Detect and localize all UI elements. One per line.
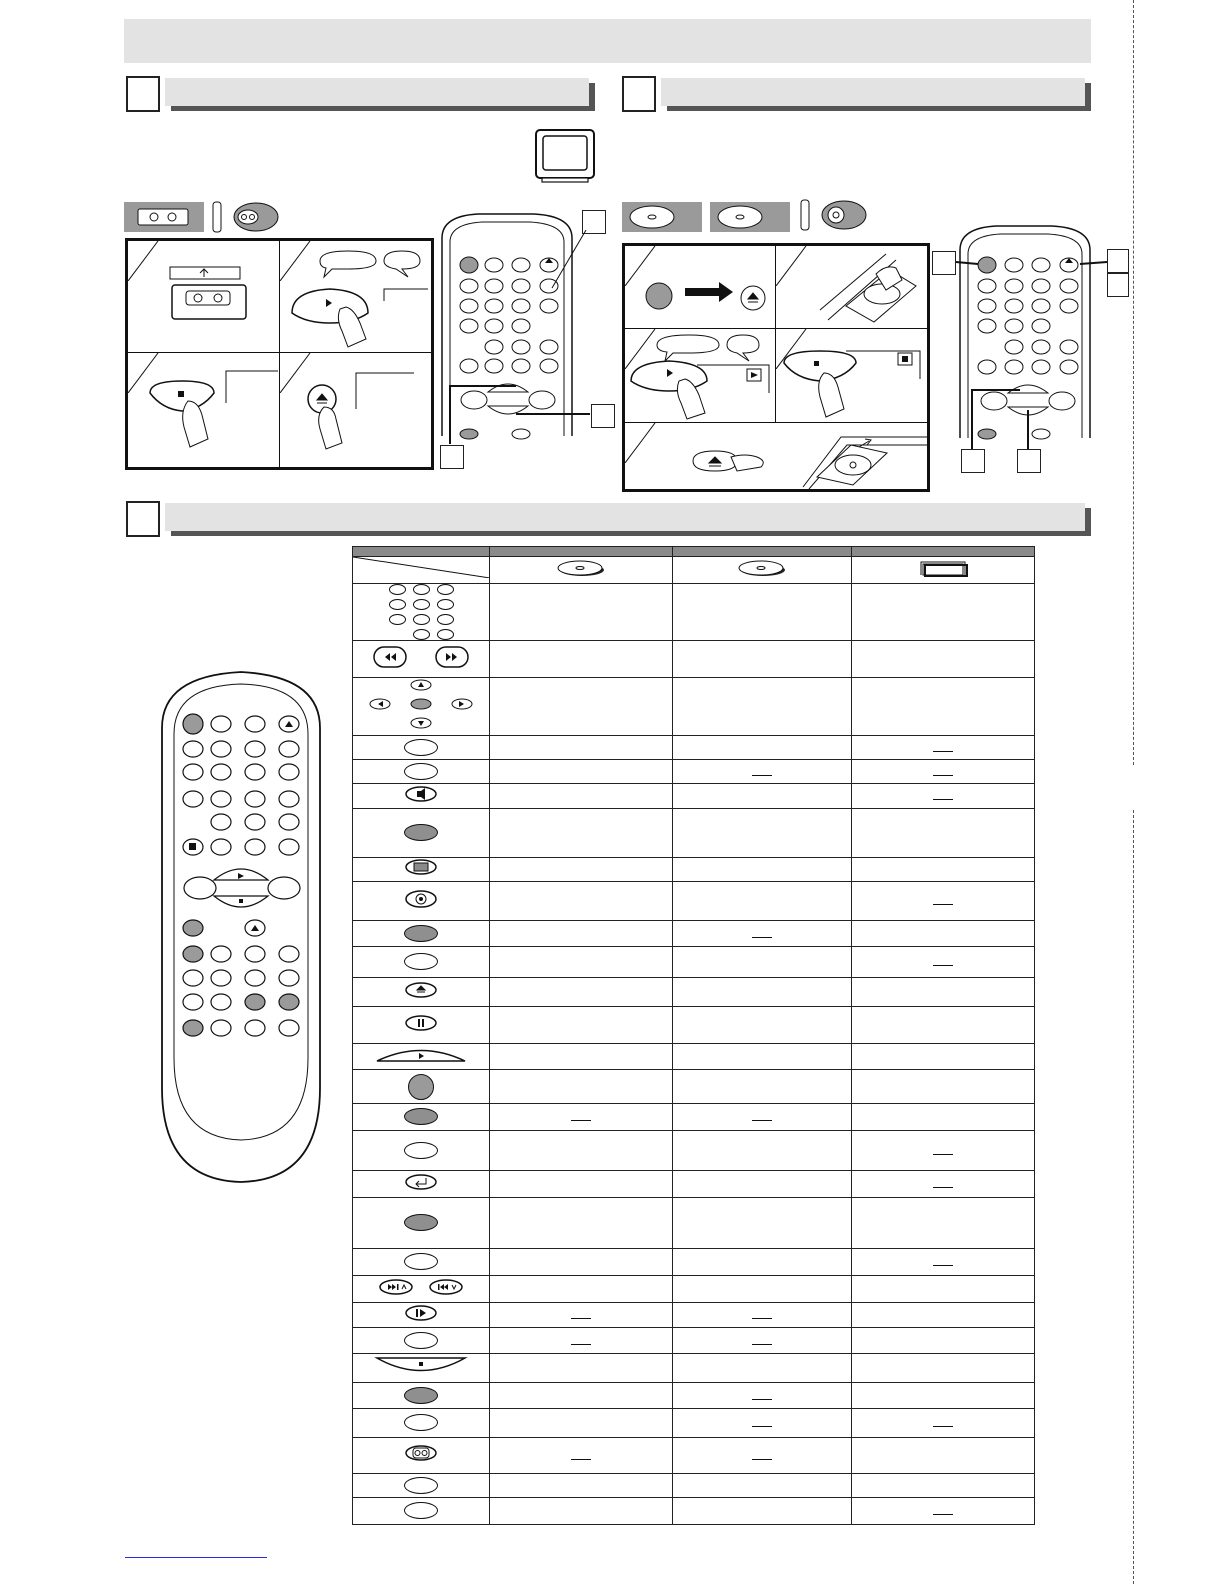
vcr-cell	[851, 1409, 1034, 1438]
vcr-step-3	[127, 352, 280, 468]
vcr-cell	[851, 1383, 1034, 1409]
not-available-dash	[752, 1318, 772, 1319]
dvd-cell	[490, 1198, 673, 1249]
dvd-steps-panel	[622, 243, 930, 492]
table-row	[353, 1007, 1035, 1044]
tv-icon	[534, 128, 596, 184]
button-cell	[353, 1131, 490, 1171]
vcr-mode-icon	[124, 202, 204, 232]
dvd-cell	[490, 641, 673, 678]
vcr-cell	[851, 1498, 1034, 1525]
button-cell	[353, 736, 490, 760]
press-play-hand-icon	[629, 333, 775, 421]
oval-button-icon	[404, 1414, 438, 1432]
cd-cell	[673, 1303, 851, 1328]
table-row	[353, 858, 1035, 882]
pause-button-icon	[404, 1014, 438, 1037]
button-cell	[353, 1171, 490, 1198]
vcr-cell	[851, 1131, 1034, 1171]
table-row	[353, 1383, 1035, 1409]
cd-cell	[673, 809, 851, 858]
cut-line-upper	[1133, 0, 1134, 765]
dvd-cell	[490, 1498, 673, 1525]
dvd-step-5	[624, 422, 928, 490]
table-row	[353, 678, 1035, 736]
vcr-cell	[851, 1438, 1034, 1474]
dvd-column-header	[490, 557, 673, 584]
not-available-dash	[752, 1399, 772, 1400]
table-row	[353, 1171, 1035, 1198]
table-row	[353, 1070, 1035, 1104]
vcr-cell	[851, 978, 1034, 1007]
vcr-cell	[851, 736, 1034, 760]
dvd-cell	[490, 947, 673, 978]
cd-mode-icon	[710, 202, 790, 232]
vcr-cell	[851, 1474, 1034, 1498]
press-eject-hand-icon	[294, 369, 430, 465]
table-row	[353, 1409, 1035, 1438]
vcr-cell	[851, 1044, 1034, 1070]
button-cell	[353, 1498, 490, 1525]
button-cell	[353, 1474, 490, 1498]
cd-cell	[673, 1409, 851, 1438]
dvd-cell	[490, 809, 673, 858]
dvd-mode-icon	[622, 202, 702, 232]
vcr-cell	[851, 784, 1034, 809]
remote-vcr-button-icon	[212, 200, 280, 234]
vcr-cell	[851, 760, 1034, 784]
table-row	[353, 947, 1035, 978]
not-available-dash	[571, 1120, 591, 1121]
vcr-cell	[851, 678, 1034, 736]
cd-cell	[673, 1249, 851, 1276]
cursor-buttons-icon	[366, 678, 476, 735]
cd-cell	[673, 858, 851, 882]
not-available-dash	[752, 1459, 772, 1460]
not-available-dash	[933, 1426, 953, 1427]
insert-cassette-icon	[166, 265, 250, 325]
step-corner-mark	[776, 246, 816, 286]
dvd-cell	[490, 678, 673, 736]
dvd-cell	[490, 760, 673, 784]
dvd-cell	[490, 1383, 673, 1409]
slow-button-icon	[404, 1304, 438, 1327]
button-cell	[353, 1328, 490, 1354]
dvd-cell	[490, 1328, 673, 1354]
cd-cell	[673, 641, 851, 678]
not-available-dash	[752, 1344, 772, 1345]
table-row	[353, 1249, 1035, 1276]
vcr-cell	[851, 882, 1034, 921]
oval-button-icon	[404, 763, 438, 781]
button-cell	[353, 1354, 490, 1383]
not-available-dash	[933, 1514, 953, 1515]
cd-cell	[673, 921, 851, 947]
table-row	[353, 809, 1035, 858]
oval-button-icon	[404, 1502, 438, 1520]
return-button-icon	[404, 1173, 438, 1196]
vcr-step-4	[279, 352, 432, 468]
not-available-dash	[571, 1318, 591, 1319]
table-row	[353, 1474, 1035, 1498]
section-c-number-box	[126, 501, 160, 537]
table-row	[353, 1303, 1035, 1328]
table-row	[353, 1328, 1035, 1354]
vcr-cell	[851, 584, 1034, 641]
vcr-cell	[851, 858, 1034, 882]
cd-cell	[673, 1070, 851, 1104]
button-cell	[353, 1303, 490, 1328]
vcr-column-header	[851, 557, 1034, 584]
vcr-cell	[851, 1249, 1034, 1276]
table-row	[353, 1104, 1035, 1131]
dvd-cell	[490, 882, 673, 921]
oval-button-icon	[404, 1332, 438, 1350]
button-cell	[353, 1383, 490, 1409]
button-cell	[353, 678, 490, 736]
cut-line-lower	[1133, 810, 1134, 1584]
table-row	[353, 1276, 1035, 1303]
cd-cell	[673, 947, 851, 978]
vcr-cell	[851, 1198, 1034, 1249]
section-a-title-bar	[165, 78, 589, 106]
footer-link-underline	[125, 1557, 267, 1558]
cd-cell	[673, 882, 851, 921]
cd-cell	[673, 1198, 851, 1249]
vcr-step-2	[279, 240, 432, 353]
dvd-step-4	[775, 328, 928, 423]
cd-cell	[673, 1498, 851, 1525]
remote-dvd-button-icon	[800, 198, 868, 232]
power-then-open-icon	[641, 274, 771, 318]
eject-button-icon	[404, 981, 438, 1004]
cd-cell	[673, 1007, 851, 1044]
cd-cell	[673, 1276, 851, 1303]
not-available-dash	[752, 937, 772, 938]
vcr-cell	[851, 1070, 1034, 1104]
dark-oval-button-icon	[404, 1214, 438, 1232]
table-row	[353, 978, 1035, 1007]
dvd-cell	[490, 978, 673, 1007]
cd-cell	[673, 1171, 851, 1198]
not-available-dash	[933, 799, 953, 800]
press-stop-hand-icon	[780, 349, 926, 421]
stop-button-icon	[374, 1355, 468, 1382]
table-icon-row	[353, 557, 1035, 584]
page-title-bar	[124, 19, 1091, 63]
button-cell	[353, 1007, 490, 1044]
button-cell	[353, 584, 490, 641]
table-row	[353, 921, 1035, 947]
cd-cell	[673, 1474, 851, 1498]
dvd-cell	[490, 1438, 673, 1474]
dvd-cell	[490, 1171, 673, 1198]
dvd-step-1	[624, 245, 776, 329]
dvd-cell	[490, 784, 673, 809]
diagonal-header-line	[353, 557, 490, 578]
dvd-cell	[490, 1474, 673, 1498]
remote-control-full	[158, 668, 324, 1188]
section-b-title-bar	[661, 78, 1085, 106]
table-row	[353, 1044, 1035, 1070]
dark-oval-button-icon	[404, 925, 438, 943]
vcr-button-icon	[404, 1444, 438, 1467]
button-cell	[353, 1249, 490, 1276]
cd-cell	[673, 784, 851, 809]
not-available-dash	[933, 1187, 953, 1188]
target-button-icon	[404, 889, 438, 914]
button-cell	[353, 784, 490, 809]
vcr-steps-panel	[125, 238, 434, 470]
cd-cell	[673, 1328, 851, 1354]
vcr-cell	[851, 1303, 1034, 1328]
table-row	[353, 1438, 1035, 1474]
vcr-cell	[851, 809, 1034, 858]
vhs-cassette-icon	[917, 559, 969, 577]
button-cell	[353, 641, 490, 678]
cd-cell	[673, 1131, 851, 1171]
cd-cell	[673, 1104, 851, 1131]
cd-column-header	[673, 557, 851, 584]
step-corner-mark	[128, 241, 168, 281]
press-play-hand-icon	[288, 247, 430, 349]
mute-button-icon	[404, 785, 438, 808]
not-available-dash	[752, 775, 772, 776]
dvd-cell	[490, 584, 673, 641]
button-cell	[353, 858, 490, 882]
dvd-disc-icon	[556, 559, 606, 577]
vcr-cell	[851, 947, 1034, 978]
button-cell	[353, 1276, 490, 1303]
not-available-dash	[933, 1265, 953, 1266]
not-available-dash	[933, 904, 953, 905]
dvd-cell	[490, 1104, 673, 1131]
not-available-dash	[571, 1459, 591, 1460]
number-buttons-icon	[389, 584, 454, 640]
rewind-ff-buttons-icon	[371, 644, 471, 675]
section-b-number-box	[622, 76, 656, 112]
vcr-cell	[851, 1354, 1034, 1383]
button-cell	[353, 921, 490, 947]
cd-cell	[673, 1044, 851, 1070]
dvd-cell	[490, 736, 673, 760]
dvd-cell	[490, 1249, 673, 1276]
table-row	[353, 584, 1035, 641]
dvd-cell	[490, 1303, 673, 1328]
press-stop-hand-icon	[142, 369, 278, 465]
table-row	[353, 784, 1035, 809]
oval-button-icon	[404, 1253, 438, 1271]
table-row	[353, 760, 1035, 784]
cd-cell	[673, 678, 851, 736]
power-button-icon	[408, 1074, 434, 1100]
dvd-cell	[490, 858, 673, 882]
button-cell	[353, 1409, 490, 1438]
button-cell	[353, 882, 490, 921]
square-button-icon	[404, 858, 438, 881]
vcr-cell	[851, 641, 1034, 678]
button-cell	[353, 1104, 490, 1131]
dvd-step-2	[775, 245, 928, 329]
cd-cell	[673, 736, 851, 760]
section-c-title-bar	[165, 503, 1085, 531]
dvd-cell	[490, 1276, 673, 1303]
button-cell	[353, 1044, 490, 1070]
oval-button-icon	[404, 1142, 438, 1160]
dvd-cell	[490, 921, 673, 947]
cd-cell	[673, 1438, 851, 1474]
table-row	[353, 1131, 1035, 1171]
oval-button-icon	[404, 1477, 438, 1495]
button-cell	[353, 978, 490, 1007]
play-button-icon	[374, 1044, 468, 1069]
dvd-cell	[490, 1070, 673, 1104]
not-available-dash	[752, 1426, 772, 1427]
function-table	[352, 546, 1035, 1525]
table-row	[353, 1198, 1035, 1249]
button-cell	[353, 947, 490, 978]
vcr-cell	[851, 1276, 1034, 1303]
button-cell	[353, 1438, 490, 1474]
vcr-cell	[851, 921, 1034, 947]
dvd-cell	[490, 1354, 673, 1383]
dvd-cell	[490, 1007, 673, 1044]
button-cell	[353, 1198, 490, 1249]
button-cell	[353, 809, 490, 858]
dvd-cell	[490, 1409, 673, 1438]
oval-button-icon	[404, 739, 438, 757]
step-corner-mark	[625, 423, 665, 463]
cd-cell	[673, 584, 851, 641]
not-available-dash	[571, 1344, 591, 1345]
table-row	[353, 736, 1035, 760]
dark-oval-button-icon	[404, 1108, 438, 1126]
oval-button-icon	[404, 953, 438, 971]
callout-lines-a	[440, 230, 620, 450]
vcr-step-1	[127, 240, 280, 353]
not-available-dash	[933, 775, 953, 776]
not-available-dash	[933, 1154, 953, 1155]
vcr-cell	[851, 1007, 1034, 1044]
button-column-header	[353, 557, 490, 584]
section-a-number-box	[126, 76, 160, 112]
button-cell	[353, 1070, 490, 1104]
dark-oval-button-icon	[404, 1387, 438, 1405]
dvd-cell	[490, 1131, 673, 1171]
table-row	[353, 1354, 1035, 1383]
vcr-cell	[851, 1328, 1034, 1354]
dvd-step-3	[624, 328, 776, 423]
table-row	[353, 641, 1035, 678]
cd-cell	[673, 1383, 851, 1409]
skip-buttons-icon	[376, 1277, 466, 1302]
load-disc-icon	[816, 250, 926, 328]
callout-lines-b	[950, 250, 1120, 455]
cd-cell	[673, 760, 851, 784]
cd-cell	[673, 978, 851, 1007]
dark-oval-button-icon	[404, 824, 438, 842]
table-row	[353, 1498, 1035, 1525]
button-cell	[353, 760, 490, 784]
not-available-dash	[933, 751, 953, 752]
table-head-row	[353, 547, 1035, 557]
not-available-dash	[933, 965, 953, 966]
eject-disc-icon	[691, 427, 927, 489]
vcr-cell	[851, 1171, 1034, 1198]
dvd-cell	[490, 1044, 673, 1070]
cd-disc-icon	[737, 559, 787, 577]
vcr-cell	[851, 1104, 1034, 1131]
not-available-dash	[752, 1120, 772, 1121]
table-row	[353, 882, 1035, 921]
cd-cell	[673, 1354, 851, 1383]
